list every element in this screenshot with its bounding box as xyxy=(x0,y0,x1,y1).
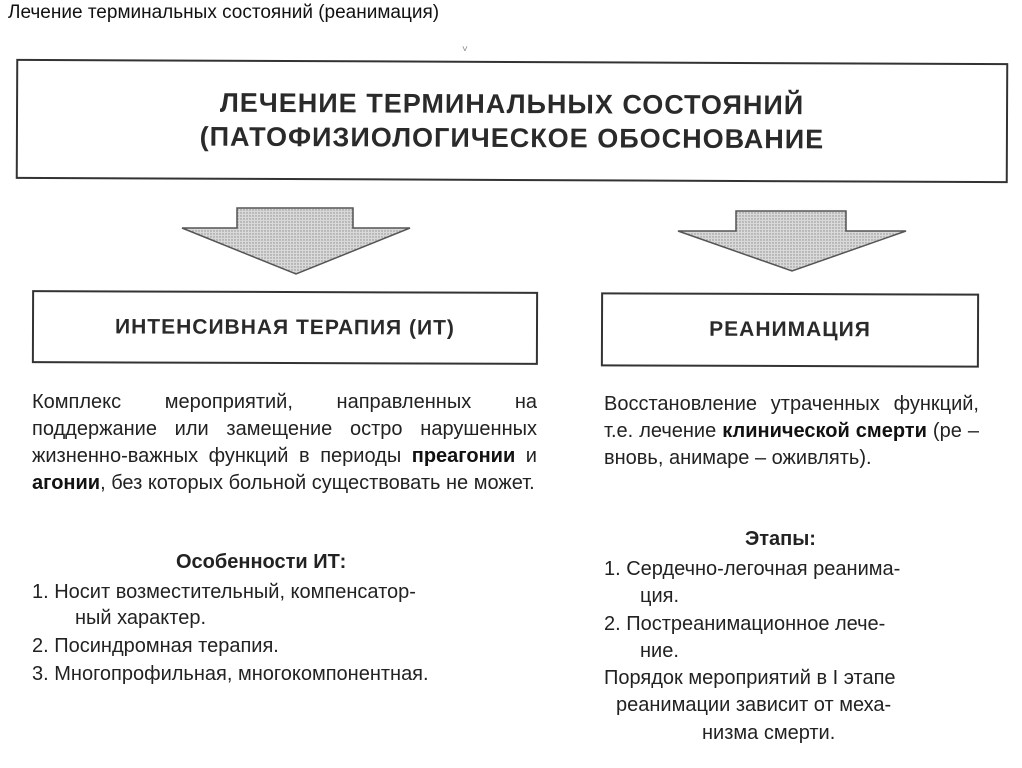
res-desc-text-1: Восстановление утраченных функций, т.е. лечение xyxy=(604,393,979,442)
page-title: Лечение терминальных состояний (реанимация) xyxy=(8,2,440,23)
stages-heading: Этапы: xyxy=(745,528,816,550)
res-desc-text-2: (ре – вновь, анимаре – оживлять). xyxy=(604,420,979,469)
it-desc-preagony: преагонии xyxy=(411,445,516,467)
order-line-2: реанимации зависит от меха- xyxy=(616,694,892,716)
it-feature-1-line-1: 1. Носит возместительный, компенсатор- xyxy=(32,581,416,603)
stage-2-line-1: 2. Постреанимационное лече- xyxy=(604,613,886,635)
it-desc-text-2: , без которых больной существовать не может. xyxy=(100,472,535,494)
stage-1-line-1: 1. Сердечно-легочная реанима- xyxy=(604,558,901,580)
it-desc-and: и xyxy=(515,445,537,467)
main-title-line-2: (ПАТОФИЗИОЛОГИЧЕСКОЕ ОБОСНОВАНИЕ xyxy=(199,121,825,155)
decorative-mark: ˅ xyxy=(462,44,468,55)
it-features-heading: Особенности ИТ: xyxy=(176,551,347,573)
it-feature-2: 2. Посиндромная терапия. xyxy=(32,635,279,657)
it-desc-text-1: Комплекс мероприятий, направленных на поддержание или замещение остро нарушенных жизненно-важных функций в периоды xyxy=(32,391,537,467)
stage-1-line-2: ция. xyxy=(640,585,680,607)
arrow-down-left-icon xyxy=(180,206,412,276)
resuscitation-description xyxy=(604,391,979,472)
arrow-down-right-icon xyxy=(676,209,908,273)
resuscitation-title: РЕАНИМАЦИЯ xyxy=(709,317,871,342)
order-line-3: низма смерти. xyxy=(702,722,836,744)
it-feature-1-line-2: ный характер. xyxy=(75,607,207,629)
intensive-therapy-title: ИНТЕНСИВНАЯ ТЕРАПИЯ (ИТ) xyxy=(115,314,455,340)
it-feature-3: 3. Многопрофильная, многокомпонентная. xyxy=(32,663,429,685)
main-title-box xyxy=(16,59,1009,183)
resuscitation-box xyxy=(601,292,979,367)
res-desc-clinical-death: клинической смерти xyxy=(722,420,927,442)
it-desc-agony: агонии xyxy=(32,472,101,494)
intensive-therapy-description xyxy=(32,389,537,497)
order-line-1: Порядок мероприятий в I этапе xyxy=(604,667,896,689)
stage-2-line-2: ние. xyxy=(640,640,679,662)
intensive-therapy-box xyxy=(32,290,538,365)
main-title-line-1: ЛЕЧЕНИЕ ТЕРМИНАЛЬНЫХ СОСТОЯНИЙ xyxy=(219,87,805,121)
